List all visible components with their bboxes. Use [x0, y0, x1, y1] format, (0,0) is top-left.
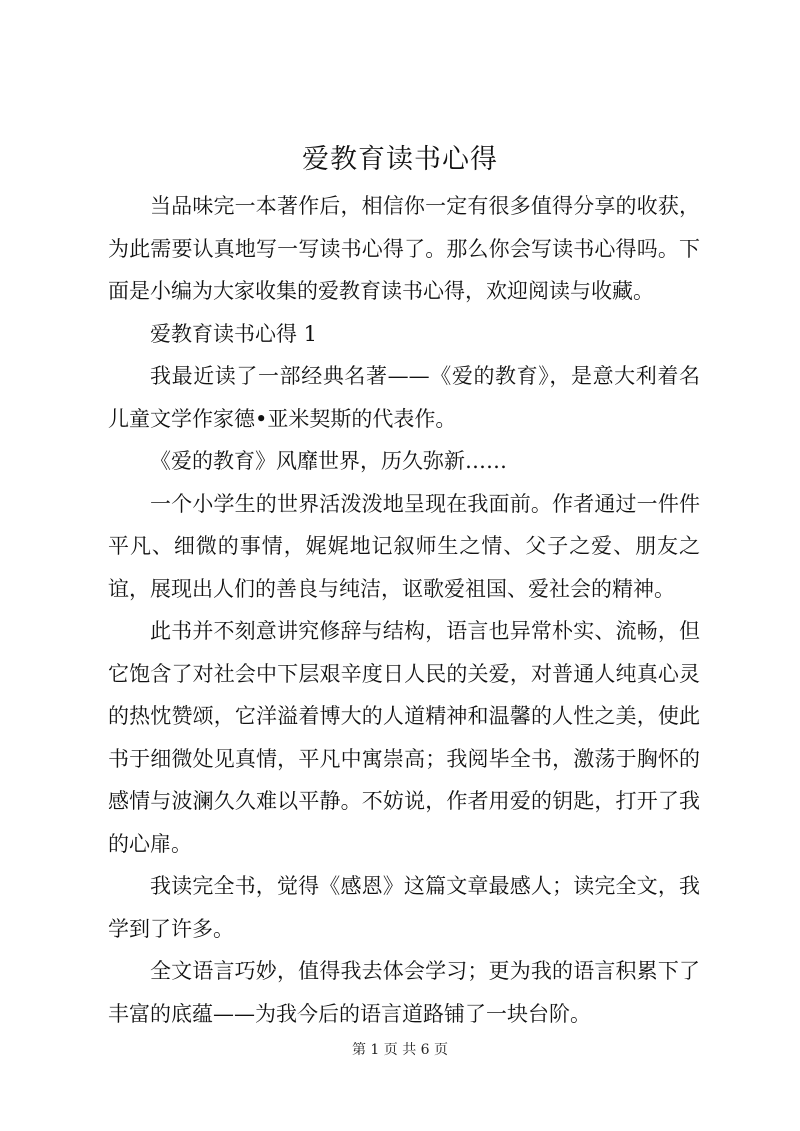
document-body — [108, 185, 700, 1035]
document-title: 爱教育读书心得 — [302, 144, 498, 175]
body-paragraph: 一个小学生的世界活泼泼地呈现在我面前。作者通过一件件平凡、细微的事情，娓娓地记叙师生之情、父子之爱、朋友之谊，展现出人们的善良与纯洁，讴歌爱祖国、爱社会的精神。 — [108, 491, 700, 601]
body-paragraph: 此书并不刻意讲究修辞与结构，语言也异常朴实、流畅，但它饱含了对社会中下层艰辛度日人民的关爱，对普通人纯真心灵的热忱赞颂，它洋溢着博大的人道精神和温馨的人性之美，使此书于细微处见真情，平凡中寓崇高；我阅毕全书，激荡于胸怀的感情与波澜久久难以平静。不妨说，作者用爱的钥匙，打开了我的心扉。 — [108, 619, 700, 856]
body-paragraph: 《爱的教育》风靡世界，历久弥新…… — [150, 449, 507, 473]
page-number-footer: 第 1 页 共 6 页 — [351, 1042, 449, 1058]
body-paragraph: 我最近读了一部经典名著——《爱的教育》，是意大利着名儿童文学作家德•亚米契斯的代表作。 — [108, 364, 700, 431]
section-heading: 爱教育读书心得 1 — [150, 321, 318, 346]
intro-paragraph: 当品味完一本著作后，相信你一定有很多值得分享的收获，为此需要认真地写一写读书心得了。那么你会写读书心得吗。下面是小编为大家收集的爱教育读书心得，欢迎阅读与收藏。 — [108, 194, 700, 303]
body-paragraph: 全文语言巧妙，值得我去体会学习；更为我的语言积累下了丰富的底蕴——为我今后的语言道路铺了一块台阶。 — [108, 959, 700, 1026]
body-paragraph: 我读完全书，觉得《感恩》这篇文章最感人；读完全文，我学到了许多。 — [108, 874, 700, 941]
